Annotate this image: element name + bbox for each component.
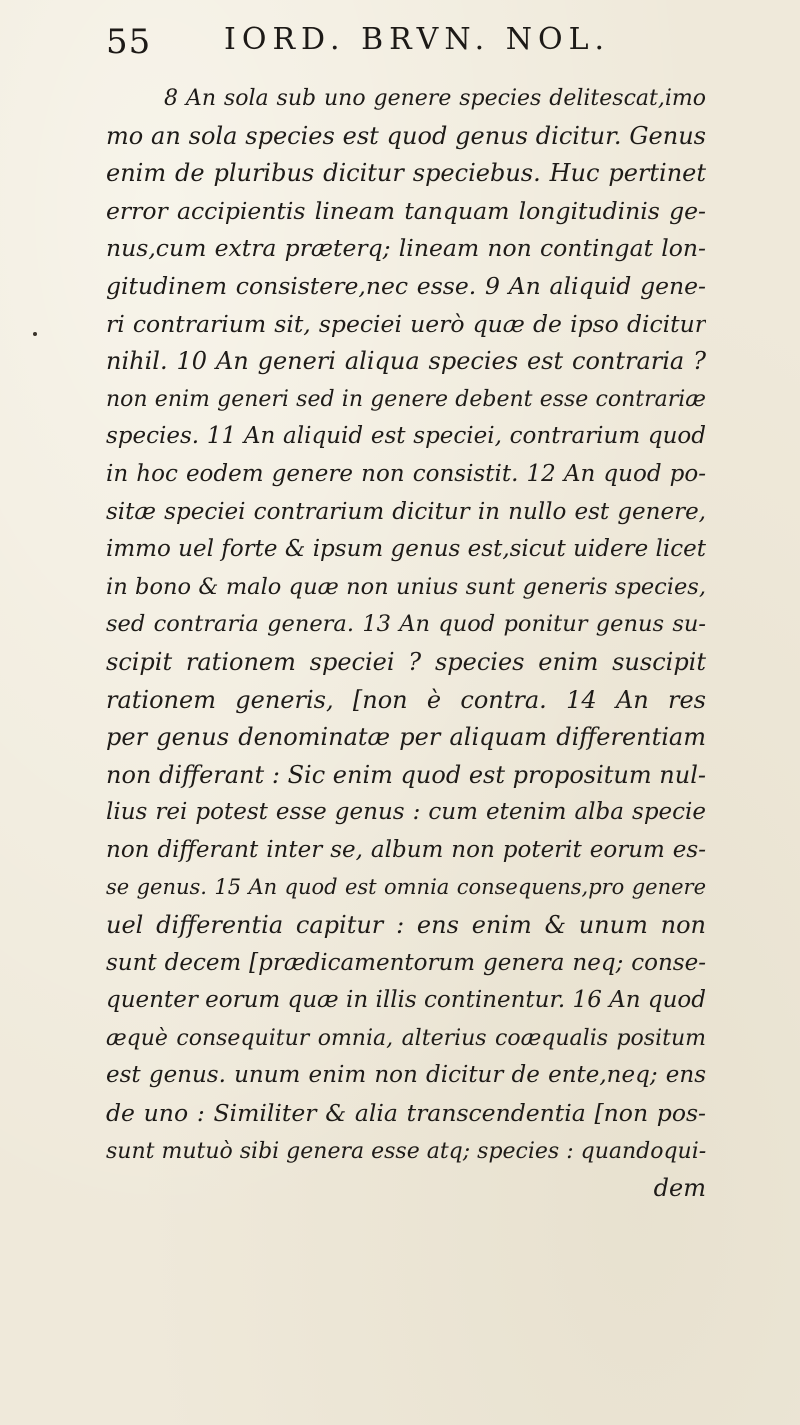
text-line: species. 11 An aliquid est speciei, contrarium quod xyxy=(106,423,706,450)
text-line: mo an sola species est quod genus dicitur. Genus xyxy=(106,121,706,150)
text-line: lius rei potest esse genus : cum etenim alba specie xyxy=(106,799,706,826)
text-line: de uno : Similiter & alia transcendentia [non pos- xyxy=(106,1099,706,1128)
text-line: sunt mutuò sibi genera esse atq; species : quandoqui- xyxy=(106,1138,706,1164)
text-line: sed contraria genera. 13 An quod ponitur genus su- xyxy=(106,611,706,638)
catchword: dem xyxy=(653,1174,706,1203)
text-line: per genus denominatæ per aliquam differentiam xyxy=(106,723,706,752)
text-line: sunt decem [prædicamentorum genera neq; conse- xyxy=(106,949,706,976)
text-line: est genus. unum enim non dicitur de ente,neq; ens xyxy=(106,1062,706,1089)
text-line: ri contrarium sit, speciei uerò quæ de ipso dicitur xyxy=(106,309,706,338)
text-line: in hoc eodem genere non consistit. 12 An quod po- xyxy=(106,460,706,487)
page-number: 55 xyxy=(106,22,152,62)
text-line: nus,cum extra præterq; lineam non contingat lon- xyxy=(106,234,706,263)
text-line: error accipientis lineam tanquam longitudinis ge- xyxy=(106,196,706,225)
body-text xyxy=(106,80,706,1208)
text-line: non differant : Sic enim quod est propositum nul- xyxy=(106,760,706,789)
text-line: æquè consequitur omnia, alterius coæqualis positum xyxy=(106,1025,706,1051)
text-line: uel differentia capitur : ens enim & unum non xyxy=(106,911,706,940)
text-line: non differant inter se, album non poterit eorum es- xyxy=(106,836,706,863)
text-line: in bono & malo quæ non unius sunt generis species, xyxy=(106,573,706,600)
text-line: non enim generi sed in genere debent esse contrariæ xyxy=(106,386,706,412)
text-line: sitæ speciei contrarium dicitur in nullo est genere, xyxy=(106,498,706,525)
text-line: immo uel forte & ipsum genus est,sicut uidere licet xyxy=(106,536,706,563)
text-line: gitudinem consistere,nec esse. 9 An aliquid gene- xyxy=(106,271,706,300)
text-line: quenter eorum quæ in illis continentur. 16 An quod xyxy=(106,987,706,1014)
margin-mark xyxy=(33,332,37,336)
text-line: enim de pluribus dicitur speciebus. Huc pertinet xyxy=(106,159,706,188)
text-line: 8 An sola sub uno genere species delitescat,imo xyxy=(164,86,706,111)
running-head: IORD. BRVN. NOL. xyxy=(224,22,611,57)
text-line: scipit rationem speciei ? species enim suscipit xyxy=(106,647,706,676)
text-line: nihil. 10 An generi aliqua species est contraria ? xyxy=(106,347,706,376)
page-header xyxy=(106,18,726,68)
text-line: rationem generis, [non è contra. 14 An res xyxy=(106,685,706,714)
text-line: se genus. 15 An quod est omnia consequens,pro genere xyxy=(106,875,706,900)
